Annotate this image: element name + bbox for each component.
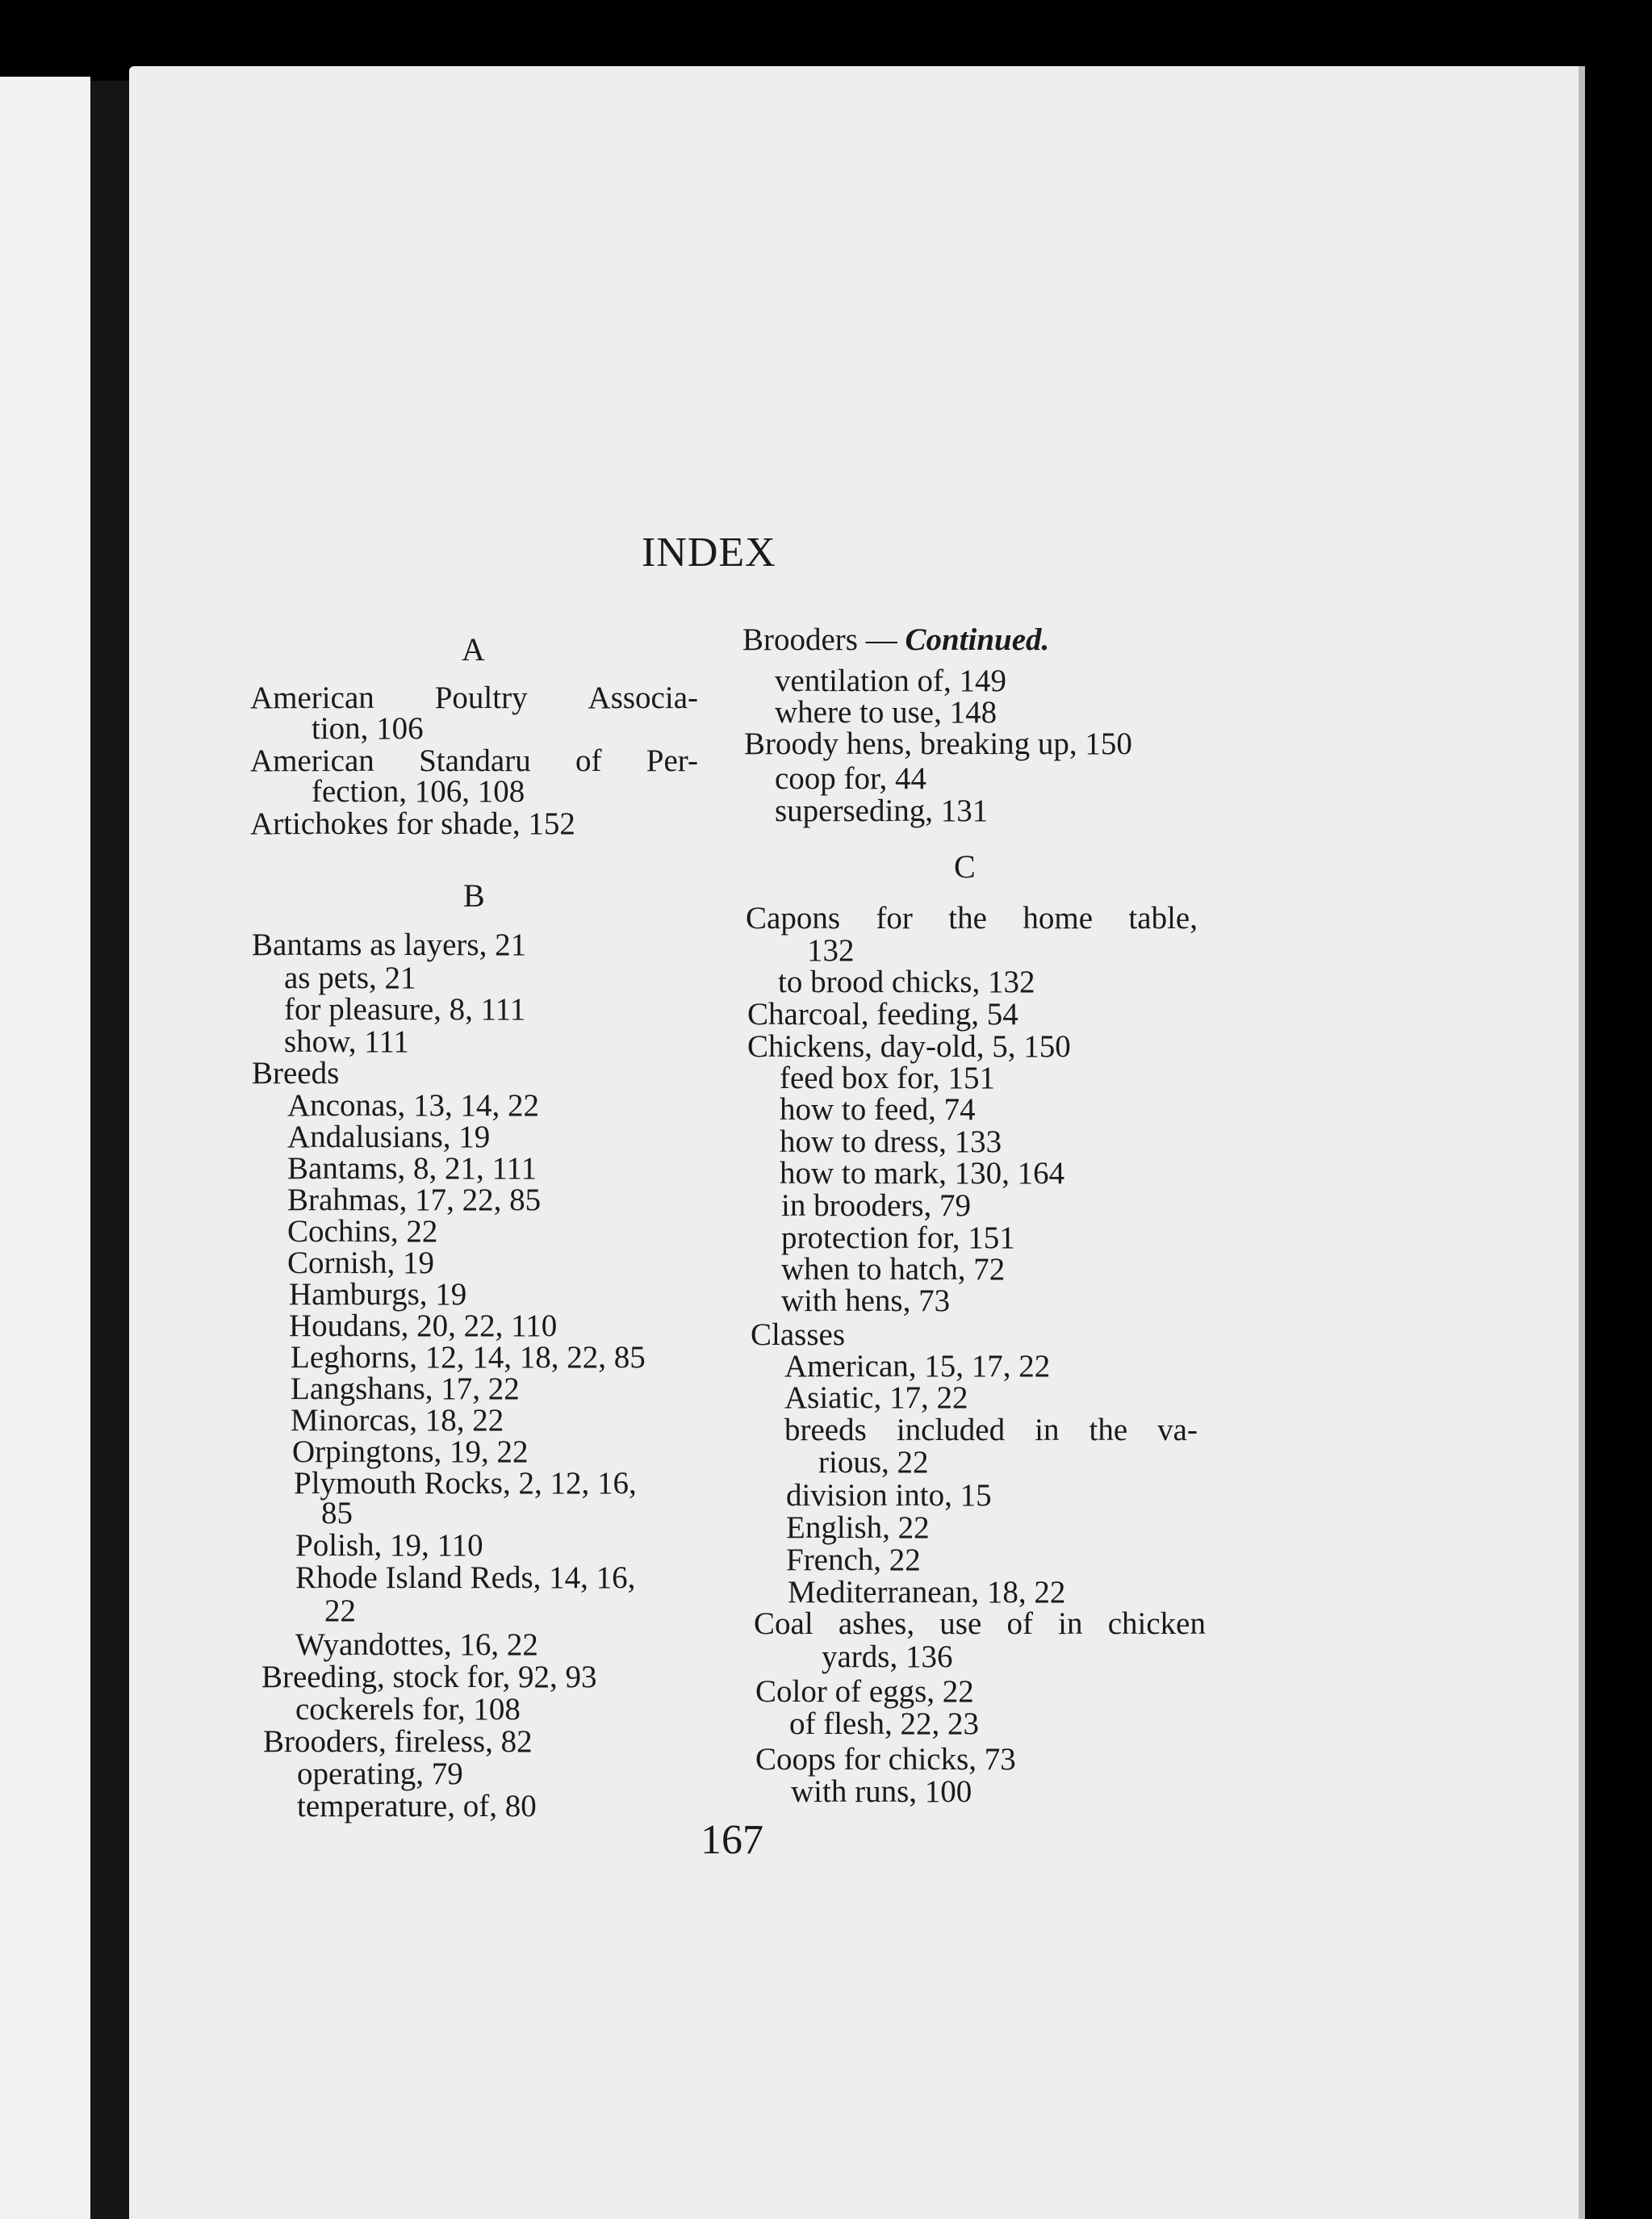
index-entry: cockerels for, 108	[295, 1692, 521, 1727]
index-entry: rious, 22	[818, 1445, 929, 1480]
index-entry: Polish, 19, 110	[295, 1528, 483, 1563]
page-title: INDEX	[642, 530, 776, 576]
index-entry: American, 15, 17, 22	[784, 1349, 1051, 1384]
index-entry: Leghorns, 12, 14, 18, 22, 85	[291, 1340, 646, 1375]
index-entry: Rhode Island Reds, 14, 16,	[295, 1560, 636, 1595]
index-entry: how to mark, 130, 164	[780, 1156, 1065, 1191]
section-letter-b: B	[463, 877, 485, 914]
index-entry: Color of eggs, 22	[755, 1674, 974, 1709]
index-entry: Bantams as layers, 21	[252, 927, 527, 962]
index-entry: as pets, 21	[284, 961, 416, 995]
index-entry: fection, 106, 108	[312, 774, 525, 809]
page-edge-shadow	[1579, 66, 1585, 2219]
index-entry: Wyandottes, 16, 22	[295, 1627, 538, 1662]
index-entry: protection for, 151	[781, 1220, 1015, 1255]
index-entry: Brahmas, 17, 22, 85	[287, 1183, 542, 1217]
index-entry: in brooders, 79	[781, 1188, 972, 1223]
index-entry: Charcoal, feeding, 54	[747, 997, 1018, 1032]
index-entry: Broody hens, breaking up, 150	[744, 726, 1132, 761]
index-entry: Chickens, day-old, 5, 150	[747, 1029, 1071, 1064]
index-entry: breeds included in the va-	[784, 1413, 1198, 1447]
index-entry: feed box for, 151	[780, 1061, 996, 1095]
index-entry: Mediterranean, 18, 22	[788, 1575, 1066, 1610]
index-entry: Artichokes for shade, 152	[250, 806, 575, 841]
index-entry: how to feed, 74	[780, 1092, 976, 1127]
index-entry: operating, 79	[297, 1756, 463, 1791]
index-entry: Houdans, 20, 22, 110	[289, 1308, 558, 1343]
section-letter-a: A	[462, 631, 485, 668]
index-entry: how to dress, 133	[780, 1124, 1002, 1159]
index-entry: Asiatic, 17, 22	[784, 1380, 968, 1415]
index-entry: 132	[807, 933, 855, 968]
index-entry: American Standaru of Per-	[250, 743, 698, 778]
index-entry: Classes	[751, 1317, 845, 1352]
index-entry: Langshans, 17, 22	[291, 1371, 520, 1406]
index-entry: Plymouth Rocks, 2, 12, 16,	[294, 1466, 637, 1501]
index-entry: division into, 15	[786, 1478, 992, 1513]
index-entry: Hamburgs, 19	[289, 1277, 467, 1312]
index-entry: Breeds	[252, 1056, 340, 1091]
index-entry: yards, 136	[822, 1639, 953, 1674]
continued-heading: Brooders — Continued.	[742, 622, 1050, 657]
index-entry: superseding, 131	[775, 793, 989, 828]
index-entry: Brooders, fireless, 82	[263, 1724, 533, 1759]
index-entry: Breeding, stock for, 92, 93	[261, 1660, 597, 1694]
index-entry: with hens, 73	[781, 1283, 951, 1318]
index-entry: Minorcas, 18, 22	[291, 1403, 504, 1438]
page-number: 167	[701, 1817, 763, 1863]
index-entry: when to hatch, 72	[781, 1252, 1006, 1287]
index-entry: coop for, 44	[775, 761, 926, 796]
index-entry: Capons for the home table,	[746, 901, 1198, 936]
index-entry: Cornish, 19	[287, 1246, 435, 1280]
index-entry: Andalusians, 19	[287, 1120, 491, 1154]
index-entry: English, 22	[786, 1510, 930, 1545]
index-entry: French, 22	[786, 1543, 921, 1577]
index-entry: American Poultry Associa-	[250, 680, 698, 715]
index-entry: for pleasure, 8, 111	[284, 992, 526, 1027]
index-entry: Coops for chicks, 73	[755, 1742, 1016, 1777]
facing-page-edge	[0, 77, 90, 2219]
index-entry: Coal ashes, use of in chicken	[754, 1606, 1206, 1641]
index-entry: Cochins, 22	[287, 1214, 438, 1249]
index-entry: Bantams, 8, 21, 111	[287, 1151, 537, 1186]
index-entry: 85	[321, 1496, 353, 1530]
index-entry: to brood chicks, 132	[778, 965, 1035, 999]
section-letter-c: C	[954, 848, 976, 885]
index-entry: Orpingtons, 19, 22	[292, 1434, 529, 1469]
index-entry: with runs, 100	[791, 1774, 972, 1809]
index-entry: of flesh, 22, 23	[789, 1706, 980, 1741]
index-entry: where to use, 148	[775, 695, 997, 730]
index-entry: 22	[324, 1593, 356, 1628]
index-entry: temperature, of, 80	[297, 1789, 537, 1823]
index-entry: show, 111	[284, 1024, 409, 1059]
index-entry: ventilation of, 149	[775, 664, 1007, 698]
index-entry: Anconas, 13, 14, 22	[287, 1088, 539, 1123]
index-entry: tion, 106	[312, 711, 424, 746]
